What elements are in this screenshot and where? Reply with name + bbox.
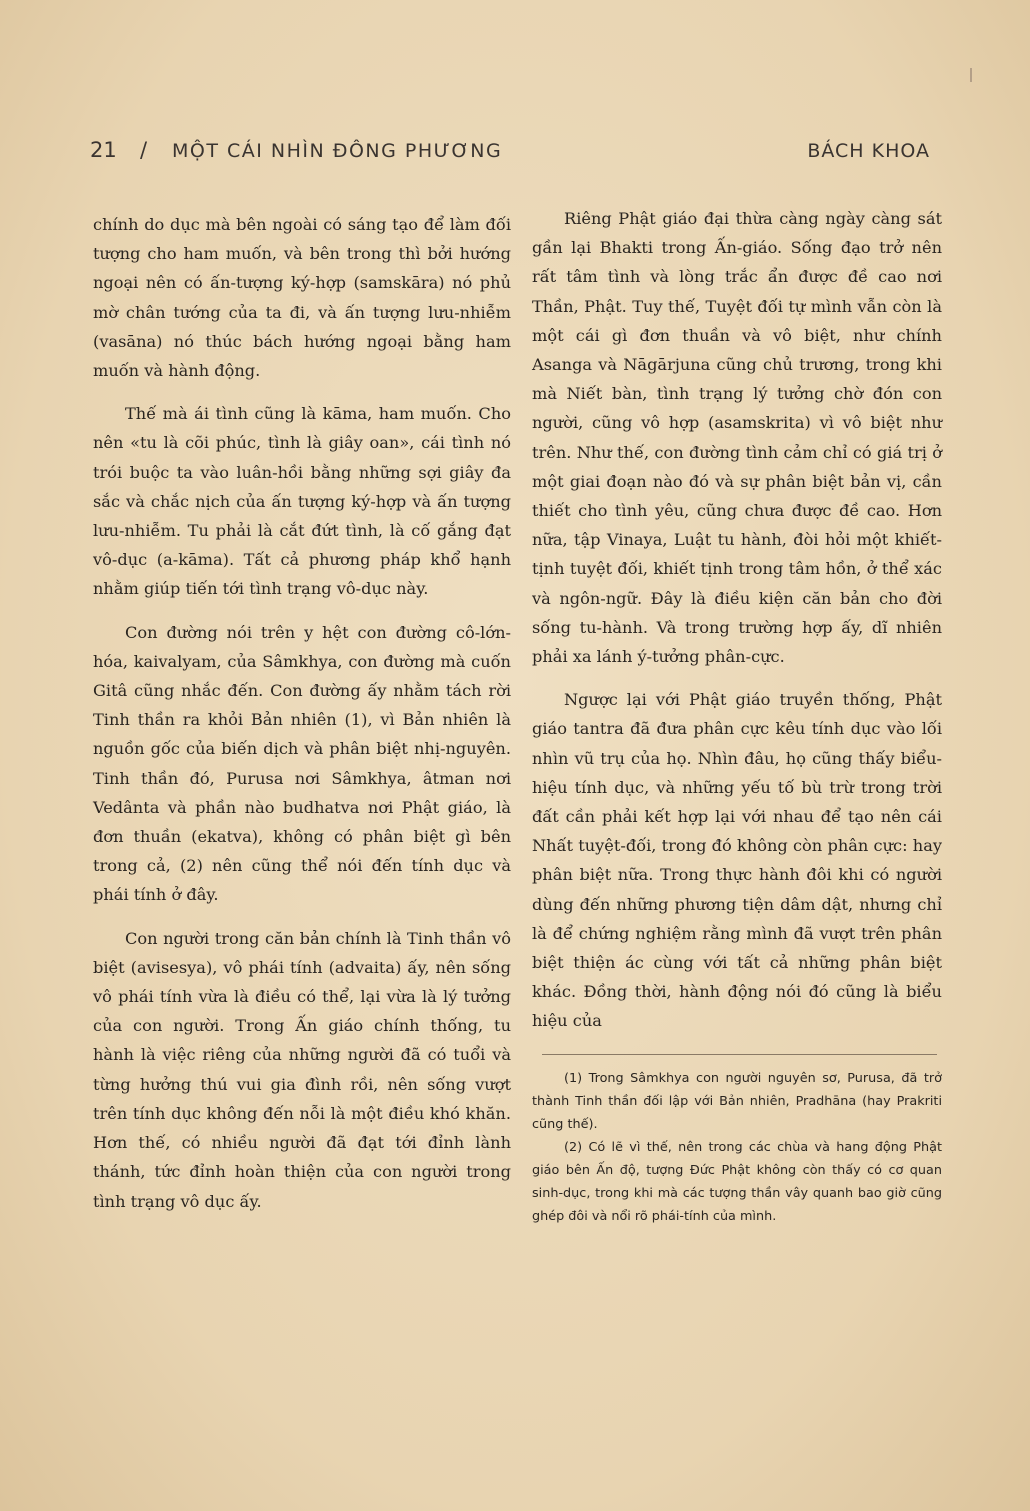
footnote-divider [542,1054,937,1055]
right-column [532,204,942,1228]
footnote: (2) Có lẽ vì thế, nên trong các chùa và hang động Phật giáo bên Ấn độ, tượng Đức Phật không còn thấy có cơ quan sinh-dục, trong khi mà các tượng thần vây quanh bao giờ cũng ghép đôi và nổi rõ phái-tính của mình. [532,1139,942,1224]
paragraph: chính do dục mà bên ngoài có sáng tạo để làm đối tượng cho ham muốn, và bên trong thì bởi hướng ngoại nên có ấn-tượng ký-hợp (samskāra) nó phủ mờ chân tướng của ta đi, và ấn tượng lưu-nhiễm (vasāna) nó thúc bách hướng ngoại bằng ham muốn và hành động. [93,215,511,381]
paragraph: Riêng Phật giáo đại thừa càng ngày càng sát gần lại Bhakti trong Ấn-giáo. Sống đạo trở nên rất tâm tình và lòng trắc ẩn được đề cao nơi Thần, Phật. Tuy thế, Tuyệt đối tự mình vẫn còn là một cái gì đơn thuần và vô biệt, như chính Asanga và Nāgārjuna cũng chủ trương, trong khi mà Niết bàn, tình trạng lý tưởng chờ đón con người, cũng vô hợp (asamskrita) vì vô biệt như trên. Như thế, con đường tình cảm chỉ có giá trị ở một giai đoạn nào đó và sự phân biệt bản vị, cần thiết cho tình yêu, cũng chưa được đề cao. Hơn nữa, tập Vinaya, Luật tu hành, đòi hỏi một khiết-tịnh tuyệt đối, khiết tịnh trong tâm hồn, ở thể xác và ngôn-ngữ. Đây là điều kiện căn bản cho đời sống tu-hành. Và trong trường hợp ấy, dĩ nhiên phải xa lánh ý-tưởng phân-cực. [532,209,942,667]
paper-mark [970,68,972,82]
footnote: (1) Trong Sâmkhya con người nguyên sơ, Purusa, đã trở thành Tinh thần đối lập với Bản nhiên, Pradhāna (hay Prakriti cũng thế). [532,1070,942,1132]
page-number: 21 [90,138,117,162]
paragraph: Con đường nói trên y hệt con đường cô-lớn-hóa, kaivalyam, của Sâmkhya, con đường mà cuốn Gitâ cũng nhắc đến. Con đường ấy nhằm tách rời Tinh thần ra khỏi Bản nhiên (1), vì Bản nhiên là nguồn gốc của biến dịch và phân biệt nhị-nguyên. Tinh thần đó, Purusa nơi Sâmkhya, âtman nơi Vedânta và phần nào budhatva nơi Phật giáo, là đơn thuần (ekatva), không có phân biệt gì bên trong cả, (2) nên cũng thể nói đến tính dục và phái tính ở đây. [93,622,511,905]
paragraph: Ngược lại với Phật giáo truyền thống, Phật giáo tantra đã đưa phân cực kêu tính dục vào lối nhìn vũ trụ của họ. Nhìn đâu, họ cũng thấy biểu-hiệu tính dục, và những yếu tố bù trừ trong trời đất cần phải kết hợp lại với nhau để tạo nên cái Nhất tuyệt-đối, trong đó không còn phân cực: hay phân biệt nữa. Trong thực hành đôi khi có người dùng đến những phương tiện dâm dật, nhưng chỉ là để chứng nghiệm rằng mình đã vượt trên phân biệt thiện ác cùng với tất cả những phân biệt khác. Đồng thời, hành động nói đó cũng là biểu hiệu của [532,690,942,1031]
page-header [90,138,930,168]
left-column [93,210,511,1216]
journal-name: BÁCH KHOA [807,140,930,162]
header-separator: / [140,138,148,162]
running-title: MỘT CÁI NHÌN ĐÔNG PHƯƠNG [172,140,503,162]
paragraph: Con người trong căn bản chính là Tinh thần vô biệt (avisesya), vô phái tính (advaita) ấy, nên sống vô phái tính vừa là điều có thể, lại vừa là lý tưởng của con người. Trong Ấn giáo chính thống, tu hành là việc riêng của những người đã có tuổi và từng hưởng thú vui gia đình rồi, nên sống vượt trên tính dục không đến nỗi là một điều khó khăn. Hơn thế, có nhiều người đã đạt tới đỉnh lành thánh, tức đỉnh hoàn thiện của con người trong tình trạng vô dục ấy. [93,928,511,1211]
paragraph: Thế mà ái tình cũng là kāma, ham muốn. Cho nên «tu là cõi phúc, tình là giây oan», cái tình nó trói buộc ta vào luân-hồi bằng những sợi giây đa sắc và chắc nịch của ấn tượng ký-hợp và ấn tượng lưu-nhiễm. Tu phải là cắt đứt tình, là cố gắng đạt vô-dục (a-kāma). Tất cả phương pháp khổ hạnh nhằm giúp tiến tới tình trạng vô-dục này. [93,404,511,599]
